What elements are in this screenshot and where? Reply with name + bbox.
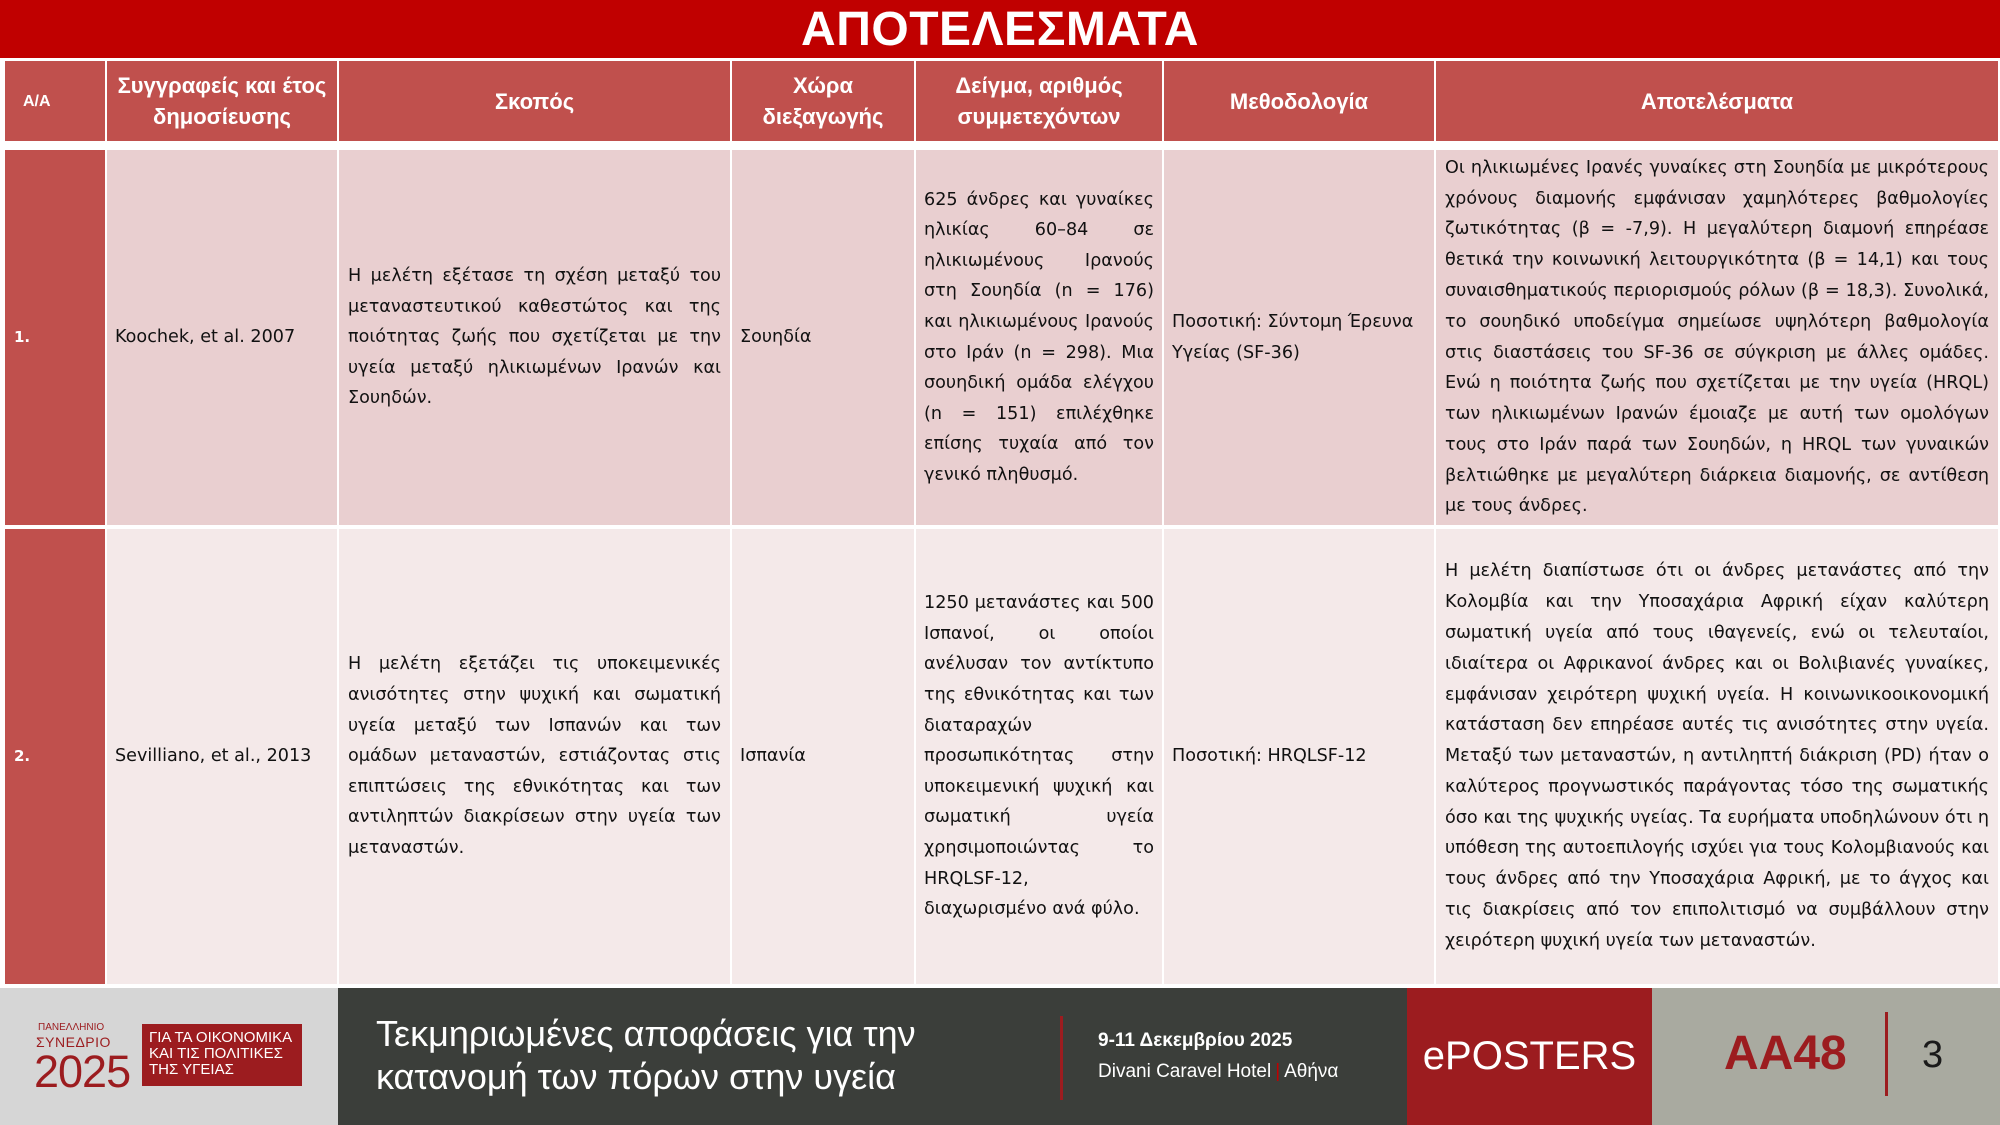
- header-aa: Α/Α: [5, 61, 105, 141]
- table-row-2-authors: [107, 529, 337, 984]
- table-row-1-country: [732, 150, 914, 525]
- results-text: Οι ηλικιωμένες Ιρανές γυναίκες στη Σουηδία με μικρότερους χρόνους διαμονής εμφάνισαν χαμηλότερες βαθμολογίες ζωτικότητας (β = -7,9). Η μεγαλύτερη διαμονή επηρέασε θετικά την κοινωνική λειτουργικότητα (β = 14,1) και τους συναισθηματικούς περιορισμούς ρόλων (β = 18,3). Συνολικά, το σουηδικό υποδείγμα σημείωσε υψηλότερη βαθμολογία στις διαστάσεις του SF-36 σε σύγκριση με άλλες ομάδες. Ενώ η ποιότητα ζωής που σχετίζεται με την υγεία (HRQL) των ηλικιωμένων Ιρανών έμοιαζε με αυτή των ομολόγων τους στο Ιράν παρά των Σουηδών, η HRQL των γυναικών βελτιώθηκε με μεγαλύτερη διάρκεια διαμονής, σε αντίθεση με τους άνδρες.: [1445, 157, 1989, 517]
- table-row-1-sample: [916, 150, 1162, 525]
- logo-tagline: ΓΙΑ ΤΑ ΟΙΚΟΝΟΜΙΚΑ ΚΑΙ ΤΙΣ ΠΟΛΙΤΙΚΕΣ ΤΗΣ ΥΓΕΙΑΣ: [142, 1024, 302, 1086]
- venue-separator: |: [1275, 1061, 1281, 1082]
- poster-code-box: [1652, 988, 2000, 1125]
- code-separator: [1885, 1012, 1888, 1096]
- aim-text: Η μελέτη εξετάζει τις υποκειμενικές ανισότητες στην ψυχική και σωματική υγεία μεταξύ των Ισπανών και των ομάδων μεταναστών, εστιάζοντας στις επιπτώσεις της εθνικότητας και των αντιληπτών διακρίσεων στην υγεία των μεταναστών.: [348, 654, 721, 858]
- logo-year: 2025: [34, 1046, 131, 1097]
- eposters-label: ePOSTERS: [1407, 988, 1652, 1125]
- congress-logo: [0, 988, 338, 1125]
- aim-text: Η μελέτη εξέτασε τη σχέση μεταξύ του μεταναστευτικού καθεστώτος και της ποιότητας ζωής που σχετίζεται με την υγεία μεταξύ ηλικιωμένων Ιρανών και Σουηδών.: [348, 266, 721, 409]
- conference-venue: [1098, 1061, 1338, 1083]
- table-row-1-aa: [5, 150, 105, 525]
- conference-date: 9-11 Δεκεμβρίου 2025: [1098, 1030, 1293, 1051]
- table-row-1-authors: [107, 150, 337, 525]
- header-method: Μεθοδολογία: [1164, 61, 1434, 141]
- slogan-line-2: κατανομή των πόρων στην υγεία: [376, 1056, 896, 1097]
- table-row-2-sample: [916, 529, 1162, 984]
- sample-text: 1250 μετανάστες και 500 Ισπανοί, οι οποίοι ανέλυσαν τον αντίκτυπο της εθνικότητας και των διαταραχών προσωπικότητας στην υποκειμενική ψυχική και σωματική υγεία χρησιμοποιώντας το HRQLSF-12, διαχωρισμένο ανά φύλο.: [924, 593, 1154, 920]
- country-text: Σουηδία: [740, 327, 812, 348]
- page-title: ΑΠΟΤΕΛΕΣΜΑΤΑ: [0, 0, 2000, 58]
- conference-slogan: [376, 1012, 916, 1098]
- authors-text: Koochek, et al. 2007: [115, 327, 296, 348]
- country-text: Ισπανία: [740, 746, 806, 767]
- table-row-2-aa: [5, 529, 105, 984]
- page-number: 3: [1922, 1034, 1944, 1076]
- logo-small-label: ΠΑΝΕΛΛΗΝΙΟ: [38, 1022, 105, 1033]
- footer-info: [338, 988, 1407, 1125]
- header-aim: Σκοπός: [339, 61, 730, 141]
- authors-text: Sevilliano, et al., 2013: [115, 746, 312, 767]
- results-text: Η μελέτη διαπίστωσε ότι οι άνδρες μετανάστες από την Κολομβία και την Υποσαχάρια Αφρική είχαν καλύτερη σωματική υγεία από τους ιθαγενείς, ενώ οι τελευταίοι, ιδιαίτερα οι Αφρικανοί άνδρες και οι Βολιβιανές γυναίκες, εμφάνισαν χειρότερη ψυχική υγεία. Η κοινωνικοοικονομική κατάσταση δεν επηρέασε αυτές τις ανισότητες στην υγεία. Μεταξύ των μεταναστών, η αντιληπτή διάκριση (PD) ήταν ο καλύτερος προγνωστικός παράγοντας τόσο της σωματικής όσο και της ψυχικής υγείας. Τα ευρήματα υποδηλώνουν ότι η υπόθεση της αυτοεπιλογής ισχύει για τους Κολομβιανούς και τους άνδρες από την Υποσαχάρια Αφρική, με το άγχος και τις διακρίσεις από τον επιπολιτισμό να συμβάλλουν στην χειρότερη ψυχική υγεία των μεταναστών.: [1445, 561, 1989, 951]
- header-results: Αποτελέσματα: [1436, 61, 1998, 141]
- logo-congress-label: ΣΥΝΕΔΡΙΟ: [36, 1034, 111, 1050]
- table-row-2-method: [1164, 529, 1434, 984]
- table-row-1-results: [1436, 150, 1998, 525]
- row-number: 1.: [14, 328, 31, 347]
- table-row-1-method: [1164, 150, 1434, 525]
- method-text: Ποσοτική: HRQLSF-12: [1172, 746, 1367, 767]
- header-sample: Δείγμα, αριθμός συμμετεχόντων: [916, 61, 1162, 141]
- footer-banner: [0, 988, 2000, 1125]
- venue-name: Divani Caravel Hotel: [1098, 1061, 1272, 1082]
- header-country: Χώρα διεξαγωγής: [732, 61, 914, 141]
- table-row-1-aim: [339, 150, 730, 525]
- table-row-2-results: [1436, 529, 1998, 984]
- slogan-line-1: Τεκμηριωμένες αποφάσεις για την: [376, 1013, 916, 1054]
- row-number: 2.: [14, 747, 31, 766]
- sample-text: 625 άνδρες και γυναίκες ηλικίας 60–84 σε ηλικιωμένους Ιρανούς στη Σουηδία (n = 176) και ηλικιωμένους Ιρανούς στο Ιράν (n = 298). Μια σουηδική ομάδα ελέγχου (n = 151) επιλέχθηκε επίσης τυχαία από τον γενικό πληθυσμό.: [924, 189, 1154, 485]
- table-row-2-aim: [339, 529, 730, 984]
- poster-code: AA48: [1724, 1027, 1847, 1080]
- footer-divider: [1060, 1016, 1063, 1100]
- venue-city: Αθήνα: [1284, 1061, 1339, 1082]
- header-authors: Συγγραφείς και έτος δημοσίευσης: [107, 61, 337, 141]
- method-text: Ποσοτική: Σύντομη Έρευνα Υγείας (SF-36): [1172, 311, 1414, 363]
- table-row-2-country: [732, 529, 914, 984]
